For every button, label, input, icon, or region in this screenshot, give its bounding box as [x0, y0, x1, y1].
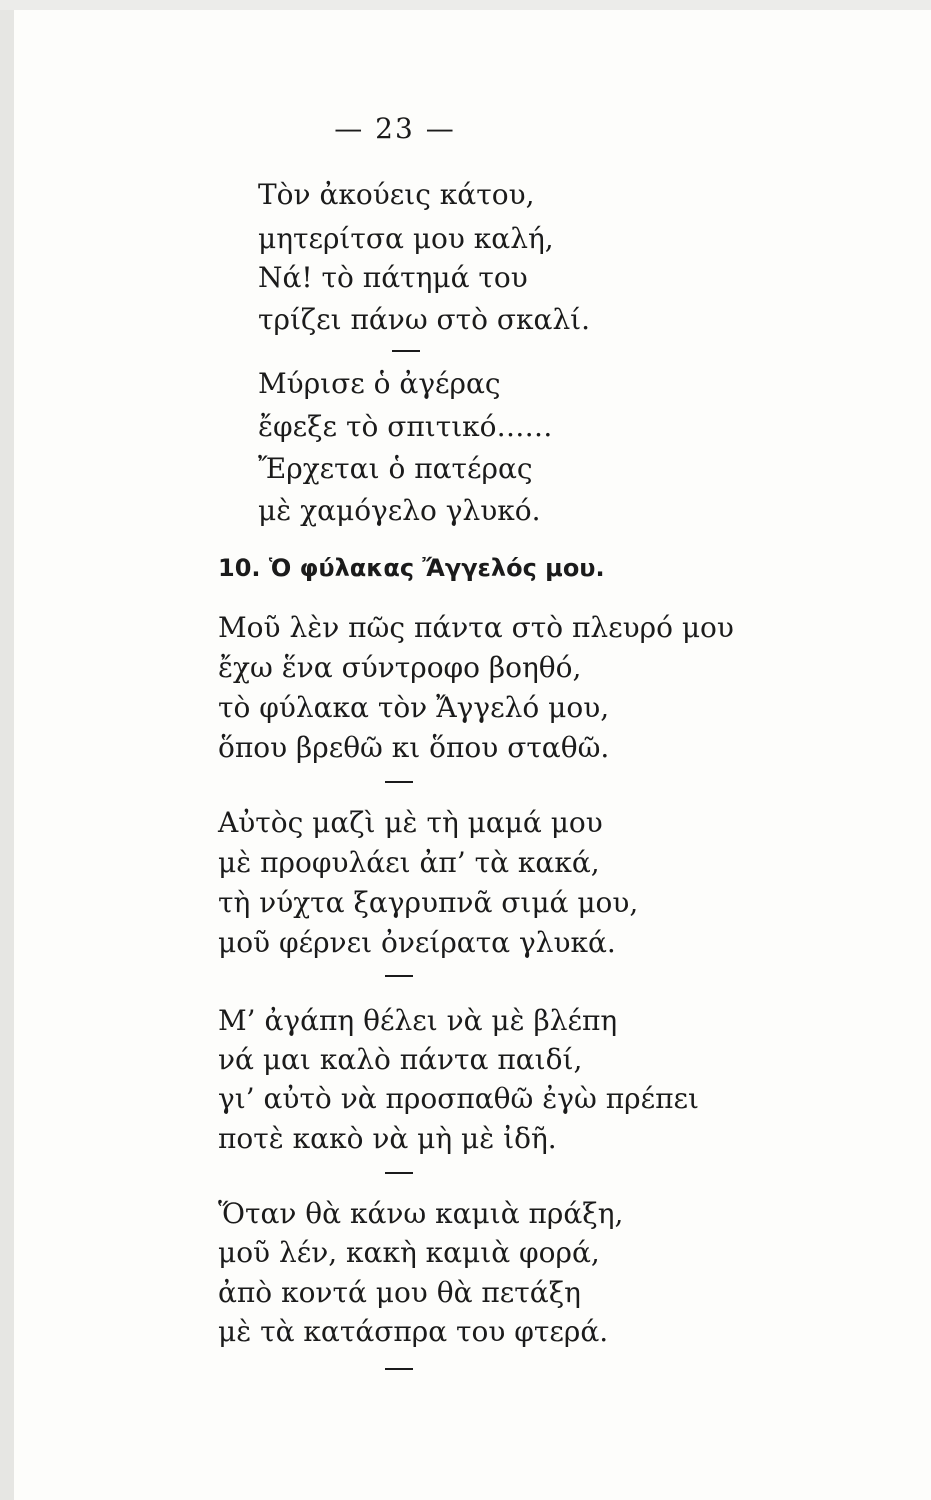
verse-line: μοῦ λέν, κακὴ καμιὰ φορά,: [218, 1236, 600, 1269]
verse-line: ὅπου βρεθῶ κι ὅπου σταθῶ.: [218, 731, 610, 764]
verse-line: μὲ τὰ κατάσπρα του φτερά.: [218, 1315, 609, 1348]
verse-line: τρίζει πάνω στὸ σκαλί.: [258, 303, 591, 336]
verse-line: τὴ νύχτα ξαγρυπνᾶ σιμά μου,: [218, 886, 639, 919]
verse-line: μὲ χαμόγελο γλυκό.: [258, 494, 541, 527]
verse-line: Νά! τὸ πάτημά του: [258, 261, 528, 294]
stanza-divider: [385, 781, 413, 783]
verse-line: ἔφεξε τὸ σπιτικό……: [258, 410, 553, 443]
stanza-divider: [385, 1368, 413, 1370]
verse-line: μητερίτσα μου καλή,: [258, 222, 554, 255]
verse-line: ἔχω ἕνα σύντροφο βοηθό,: [218, 651, 582, 684]
stanza-divider: [385, 1172, 413, 1174]
poem-title: 10. Ὁ φύλακας Ἄγγελός μου.: [218, 554, 605, 582]
verse-line: νά μαι καλὸ πάντα παιδί,: [218, 1043, 583, 1076]
stanza-divider: [392, 350, 420, 352]
verse-line: Αὐτὸς μαζὶ μὲ τὴ μαμά μου: [218, 806, 603, 839]
page-top-edge: [0, 0, 931, 10]
page-number: — 23 —: [334, 112, 456, 145]
stanza-divider: [385, 975, 413, 977]
verse-line: Ὅταν θὰ κάνω καμιὰ πράξη,: [218, 1197, 624, 1230]
verse-line: τὸ φύλακα τὸν Ἄγγελό μου,: [218, 691, 610, 724]
verse-line: Μ’ ἀγάπη θέλει νὰ μὲ βλέπη: [218, 1004, 618, 1037]
page-left-edge: [0, 0, 14, 1500]
verse-line: μὲ προφυλάει ἀπ’ τὰ κακά,: [218, 846, 600, 879]
verse-line: Ἔρχεται ὁ πατέρας: [258, 452, 533, 485]
verse-line: ἀπὸ κοντά μου θὰ πετάξη: [218, 1276, 581, 1309]
verse-line: μοῦ φέρνει ὀνείρατα γλυκά.: [218, 926, 616, 959]
verse-line: Μύρισε ὁ ἀγέρας: [258, 367, 501, 400]
verse-line: γι’ αὐτὸ νὰ προσπαθῶ ἐγὼ πρέπει: [218, 1082, 700, 1115]
verse-line: Τὸν ἀκούεις κάτου,: [258, 178, 535, 211]
verse-line: Μοῦ λὲν πῶς πάντα στὸ πλευρό μου: [218, 611, 734, 644]
verse-line: ποτὲ κακὸ νὰ μὴ μὲ ἰδῆ.: [218, 1122, 557, 1155]
